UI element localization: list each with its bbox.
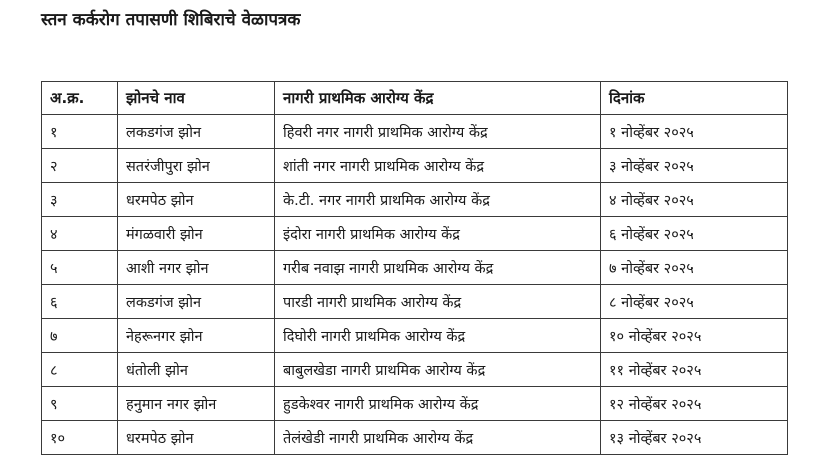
health-center-cell: शांती नगर नागरी प्राथमिक आरोग्य केंद्र xyxy=(275,149,601,183)
date-cell: ७ नोव्हेंबर २०२५ xyxy=(601,251,788,285)
serial-number-cell: ९ xyxy=(42,387,118,421)
health-center-cell: तेलंखेडी नागरी प्राथमिक आरोग्य केंद्र xyxy=(275,421,601,455)
header-zone-name: झोनचे नाव xyxy=(118,82,275,115)
zone-name-cell: धरमपेठ झोन xyxy=(118,183,275,217)
zone-name-cell: मंगळवारी झोन xyxy=(118,217,275,251)
health-center-cell: दिघोरी नागरी प्राथमिक आरोग्य केंद्र xyxy=(275,319,601,353)
table-row xyxy=(42,353,788,387)
table-row xyxy=(42,217,788,251)
serial-number-cell: ४ xyxy=(42,217,118,251)
health-center-cell: गरीब नवाझ नागरी प्राथमिक आरोग्य केंद्र xyxy=(275,251,601,285)
health-center-cell: हुडकेश्वर नागरी प्राथमिक आरोग्य केंद्र xyxy=(275,387,601,421)
health-center-cell: हिवरी नगर नागरी प्राथमिक आरोग्य केंद्र xyxy=(275,115,601,149)
table-row xyxy=(42,149,788,183)
health-center-cell: पारडी नागरी प्राथमिक आरोग्य केंद्र xyxy=(275,285,601,319)
serial-number-cell: २ xyxy=(42,149,118,183)
serial-number-cell: १० xyxy=(42,421,118,455)
serial-number-cell: १ xyxy=(42,115,118,149)
table-header xyxy=(42,82,788,115)
header-date: दिनांक xyxy=(601,82,788,115)
header-row xyxy=(42,82,788,115)
header-serial-number: अ.क्र. xyxy=(42,82,118,115)
serial-number-cell: ५ xyxy=(42,251,118,285)
date-cell: १३ नोव्हेंबर २०२५ xyxy=(601,421,788,455)
table-row xyxy=(42,115,788,149)
table-row xyxy=(42,183,788,217)
date-cell: १० नोव्हेंबर २०२५ xyxy=(601,319,788,353)
zone-name-cell: नेहरूनगर झोन xyxy=(118,319,275,353)
date-cell: ११ नोव्हेंबर २०२५ xyxy=(601,353,788,387)
serial-number-cell: ३ xyxy=(42,183,118,217)
health-center-cell: इंदोरा नागरी प्राथमिक आरोग्य केंद्र xyxy=(275,217,601,251)
table-row xyxy=(42,387,788,421)
table-row xyxy=(42,285,788,319)
page-title: स्तन कर्करोग तपासणी शिबिराचे वेळापत्रक xyxy=(41,10,301,30)
zone-name-cell: हनुमान नगर झोन xyxy=(118,387,275,421)
table-row xyxy=(42,421,788,455)
zone-name-cell: लकडगंज झोन xyxy=(118,115,275,149)
table-body xyxy=(42,115,788,455)
date-cell: ४ नोव्हेंबर २०२५ xyxy=(601,183,788,217)
schedule-table xyxy=(41,81,788,455)
date-cell: १२ नोव्हेंबर २०२५ xyxy=(601,387,788,421)
serial-number-cell: ६ xyxy=(42,285,118,319)
zone-name-cell: सतरंजीपुरा झोन xyxy=(118,149,275,183)
health-center-cell: के.टी. नगर नागरी प्राथमिक आरोग्य केंद्र xyxy=(275,183,601,217)
health-center-cell: बाबुलखेडा नागरी प्राथमिक आरोग्य केंद्र xyxy=(275,353,601,387)
zone-name-cell: धंतोली झोन xyxy=(118,353,275,387)
date-cell: १ नोव्हेंबर २०२५ xyxy=(601,115,788,149)
serial-number-cell: ७ xyxy=(42,319,118,353)
table-row xyxy=(42,319,788,353)
header-health-center: नागरी प्राथमिक आरोग्य केंद्र xyxy=(275,82,601,115)
zone-name-cell: लकडगंज झोन xyxy=(118,285,275,319)
zone-name-cell: धरमपेठ झोन xyxy=(118,421,275,455)
table-row xyxy=(42,251,788,285)
date-cell: ६ नोव्हेंबर २०२५ xyxy=(601,217,788,251)
date-cell: ८ नोव्हेंबर २०२५ xyxy=(601,285,788,319)
date-cell: ३ नोव्हेंबर २०२५ xyxy=(601,149,788,183)
serial-number-cell: ८ xyxy=(42,353,118,387)
zone-name-cell: आशी नगर झोन xyxy=(118,251,275,285)
